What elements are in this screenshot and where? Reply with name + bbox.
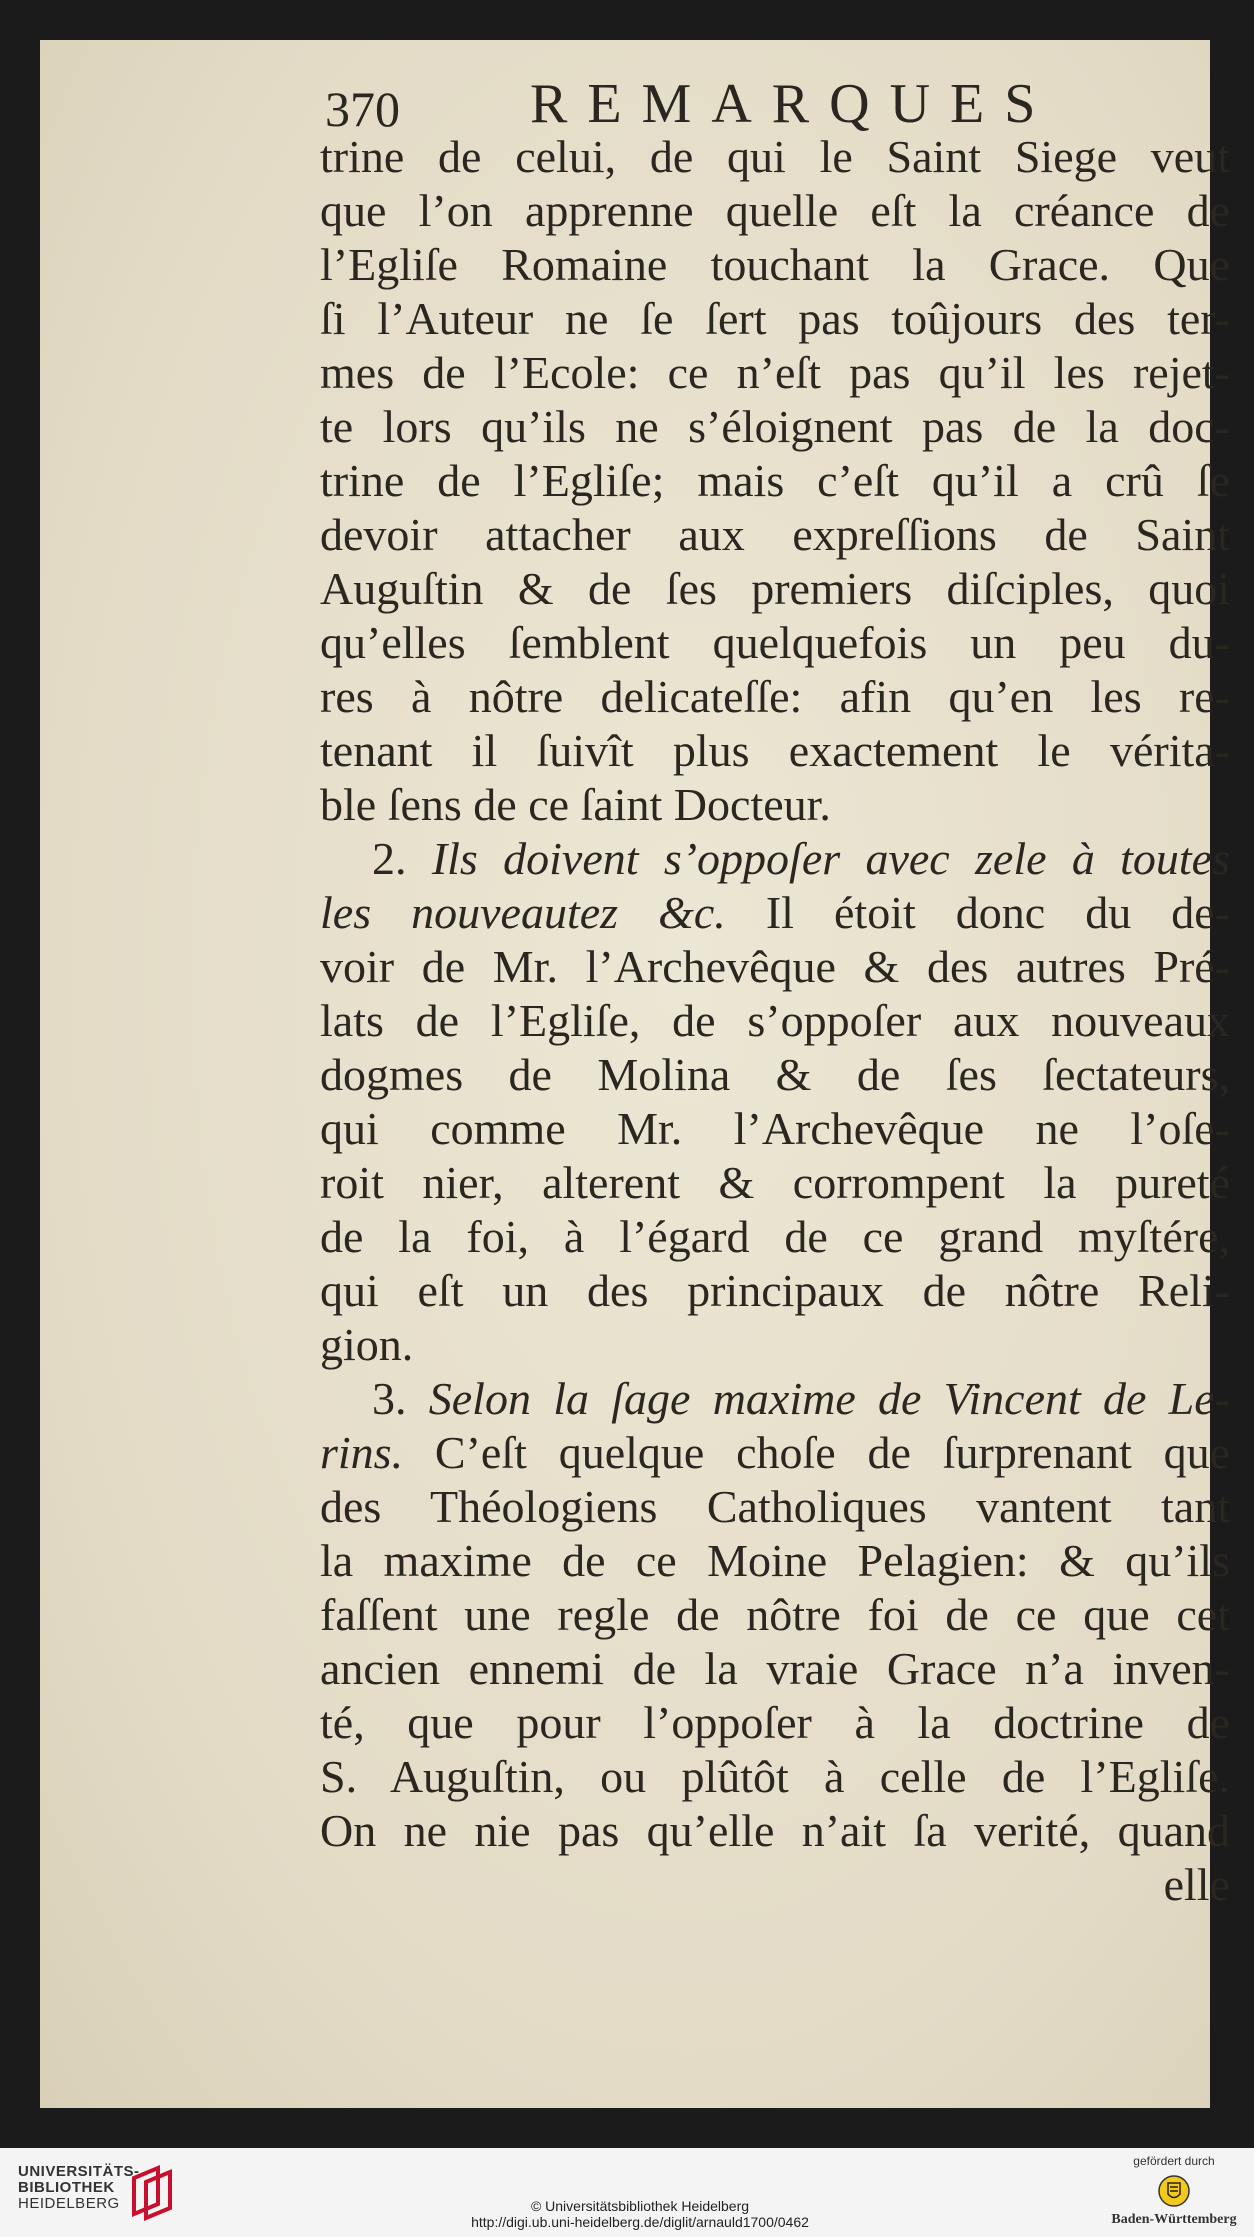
para3-lemma-cont: rins. <box>320 1427 404 1478</box>
sponsor-label: gefördert durch <box>1133 2154 1215 2168</box>
para3-text-start: C’eſt quelque choſe de ſurprenant que <box>434 1427 1231 1478</box>
para2-second-line <box>320 886 1230 940</box>
para2-text-start: Il étoit donc du de- <box>765 887 1231 938</box>
text-line: ſi l’Auteur ne ſe ſert pas toûjours des ter- <box>320 293 1230 344</box>
library-logo[interactable] <box>18 2164 140 2212</box>
text-line: lats de l’Egliſe, de s’oppoſer aux nouveaux <box>320 995 1230 1046</box>
para2-lemma: Ils doivent s’oppoſer avec zele à toutes <box>431 833 1231 884</box>
page-number: 370 <box>325 81 400 137</box>
sponsor-block <box>1104 2154 1244 2228</box>
text-line: S. Auguſtin, ou plûtôt à celle de l’Egliſe. <box>320 1751 1230 1802</box>
running-head: REMARQUES <box>530 73 1056 135</box>
coat-of-arms-icon <box>1157 2174 1191 2208</box>
text-line: roit nier, alterent & corrompent la pureté <box>320 1157 1230 1208</box>
text-line: te lors qu’ils ne s’éloignent pas de la doc- <box>320 401 1230 452</box>
copyright-text: © Universitätsbibliothek Heidelberg <box>530 2198 750 2214</box>
library-name-1: UNIVERSITÄTS- <box>18 2163 140 2180</box>
para3-second-line <box>320 1426 1230 1480</box>
text-line: gion. <box>320 1319 414 1370</box>
para2-lemma-line <box>320 832 1230 886</box>
paragraph-2 <box>320 940 1230 1372</box>
permalink[interactable]: http://digi.ub.uni-heidelberg.de/diglit/arnauld1700/0462 <box>471 2214 809 2230</box>
para3-number: 3. <box>372 1373 407 1424</box>
body-text <box>320 130 1230 1912</box>
text-line: trine de l’Egliſe; mais c’eſt qu’il a crû ſe <box>320 455 1230 506</box>
para2-number: 2. <box>372 833 407 884</box>
paragraph-3 <box>320 1480 1230 1858</box>
copyright-notice <box>430 2198 850 2230</box>
footer-bar <box>0 2148 1254 2237</box>
library-emblem-icon <box>128 2164 178 2224</box>
text-line: dogmes de Molina & de ſes ſectateurs, <box>320 1049 1230 1100</box>
para3-lemma-line <box>320 1372 1230 1426</box>
para2-lemma-cont: les nouveautez &c. <box>320 887 726 938</box>
text-line: mes de l’Ecole: ce n’eſt pas qu’il les rejet- <box>320 347 1230 398</box>
text-line: que l’on apprenne quelle eſt la créance de <box>320 185 1230 236</box>
text-line: ble ſens de ce ſaint Docteur. <box>320 779 831 830</box>
text-line: la maxime de ce Moine Pelagien: & qu’ils <box>320 1535 1230 1586</box>
text-line: des Théologiens Catholiques vantent tant <box>320 1481 1230 1532</box>
library-name-2: BIBLIOTHEK <box>18 2179 115 2196</box>
text-line: té, que pour l’oppoſer à la doctrine de <box>320 1697 1230 1748</box>
text-line: faſſent une regle de nôtre foi de ce que cet <box>320 1589 1230 1640</box>
text-line: devoir attacher aux expreſſions de Saint <box>320 509 1230 560</box>
sponsor-name: Baden-Württemberg <box>1111 2212 1237 2227</box>
text-line: Auguſtin & de ſes premiers diſciples, quoi <box>320 563 1230 614</box>
text-line: l’Egliſe Romaine touchant la Grace. Que <box>320 239 1230 290</box>
catchword: elle <box>1163 1859 1230 1910</box>
book-page <box>40 40 1231 2108</box>
text-line: ancien ennemi de la vraie Grace n’a inven- <box>320 1643 1230 1694</box>
library-name-3: HEIDELBERG <box>18 2195 120 2212</box>
text-line: res à nôtre delicateſſe: afin qu’en les re- <box>320 671 1230 722</box>
text-line: tenant il ſuivît plus exactement le vérita- <box>320 725 1230 776</box>
text-line: de la foi, à l’égard de ce grand myſtére, <box>320 1211 1230 1262</box>
text-line: qu’elles ſemblent quelquefois un peu du- <box>320 617 1230 668</box>
para3-lemma: Selon la ſage maxime de Vincent de Le- <box>428 1373 1231 1424</box>
paragraph-1 <box>320 130 1230 832</box>
text-line: qui comme Mr. l’Archevêque ne l’oſe- <box>320 1103 1230 1154</box>
text-line: qui eſt un des principaux de nôtre Reli- <box>320 1265 1230 1316</box>
text-line: voir de Mr. l’Archevêque & des autres Pré- <box>320 941 1230 992</box>
text-line: On ne nie pas qu’elle n’ait ſa verité, quand <box>320 1805 1230 1856</box>
text-line: trine de celui, de qui le Saint Siege veut <box>320 131 1230 182</box>
